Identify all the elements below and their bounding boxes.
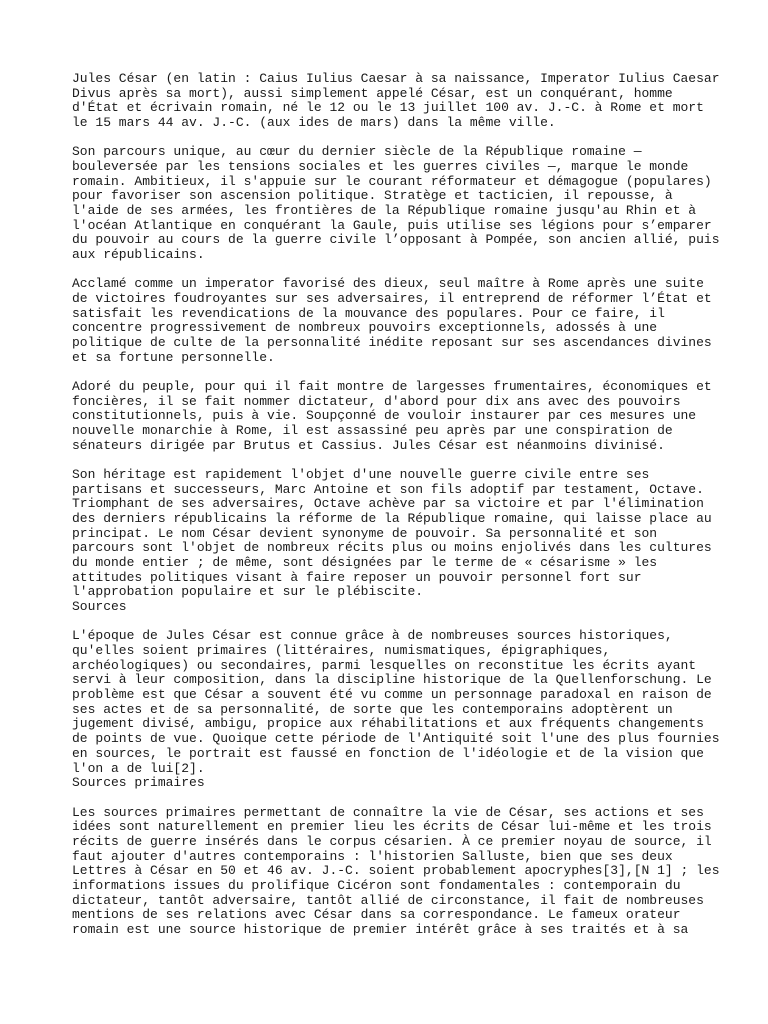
section-heading-primary-sources: Sources primaires [72,775,205,791]
paragraph-career: Son parcours unique, au cœur du dernier siècle de la République romaine — bouleversée par les tensions sociales et les guerres civiles —, marque le monde romain. Ambitieux, il s'appuie sur le courant réformateur et démagogue (populares) pour favoriser son ascension politique. Stratège et tacticien, il repousse, à l'aide de ses armées, les frontières de la République romaine jusqu'au Rhin et à l'océan Atlantique en conquérant la Gaule, puis utilise ses légions pour s’emparer du pouvoir au cours de la guerre civile l’opposant à Pompée, son ancien allié, puis aux républicains. [72,144,720,263]
paragraph-imperator: Acclamé comme un imperator favorisé des dieux, seul maître à Rome après une suite de victoires foudroyantes sur ses adversaires, il entreprend de réformer l’État et satisfait les revendications de la mouvance des populares. Pour ce faire, il concentre progressivement de nombreux pouvoirs exceptionnels, adossés à une politique de culte de la personnalité inédite reposant sur ses ascendances divines et sa fortune personnelle. [72,276,712,365]
paragraph-dictator: Adoré du peuple, pour qui il fait montre de largesses frumentaires, économiques et foncières, il se fait nommer dictateur, d'abord pour dix ans avec des pouvoirs constitutionnels, puis à vie. Soupçonné de vouloir instaurer par ces mesures une nouvelle monarchie à Rome, il est assassiné peu après par une conspiration de sénateurs dirigée par Brutus et Cassius. Jules César est néanmoins divinisé. [72,379,712,453]
paragraph-sources: L'époque de Jules César est connue grâce à de nombreuses sources historiques, qu'elles soient primaires (littéraires, numismatiques, épigraphiques, archéologiques) ou secondaires, parmi lesquelles on reconstitue les écrits ayant servi à leur composition, dans la discipline historique de la Quellenforschung. Le problème est que César a souvent été vu comme un personnage paradoxal en raison de ses actes et de sa personnalité, de sorte que les contemporains adoptèrent un jugement divisé, ambigu, propice aux réhabilitations et aux fréquents changements de points de vue. Quoique cette période de l'Antiquité soit l'une des plus fournies en sources, le portrait est faussé en fonction de l'idéologie et de la vision que l'on a de lui[2]. [72,628,720,776]
paragraph-legacy: Son héritage est rapidement l'objet d'une nouvelle guerre civile entre ses partisans et successeurs, Marc Antoine et son fils adoptif par testament, Octave. Triomphant de ses adversaires, Octave achève par sa victoire et par l'élimination des derniers républicains la réforme de la République romaine, qui laisse place au principat. Le nom César devient synonyme de pouvoir. Sa personnalité et son parcours sont l'objet de nombreux récits plus ou moins enjolivés dans les cultures du monde entier ; de même, sont désignées par le terme de « césarisme » les attitudes politiques visant à faire reposer un pouvoir personnel fort sur l'approbation populaire et sur le plébiscite. [72,467,712,600]
paragraph-primary-sources: Les sources primaires permettant de connaître la vie de César, ses actions et ses idées sont naturellement en premier lieu les écrits de César lui-même et les trois récits de guerre insérés dans le corpus césarien. À ce premier noyau de source, il faut ajouter d'autres contemporains : l'historien Salluste, bien que ses deux Lettres à César en 50 et 46 av. J.-C. soient probablement apocryphes[3],[N 1] ; les informations issues du prolifique Cicéron sont fondamentales : contemporain du dictateur, tantôt adversaire, tantôt allié de circonstance, il fait de nombreuses mentions de ses relations avec César dans sa correspondance. Le fameux orateur romain est une source historique de premier intérêt grâce à ses traités et à sa [72,804,720,937]
section-heading-sources: Sources [72,599,127,615]
paragraph-intro: Jules César (en latin : Caius Iulius Caesar à sa naissance, Imperator Iulius Caesar Divus après sa mort), aussi simplement appelé César, est un conquérant, homme d'État et écrivain romain, né le 12 ou le 13 juillet 100 av. J.-C. à Rome et mort le 15 mars 44 av. J.-C. (aux ides de mars) dans la même ville. [72,71,720,131]
